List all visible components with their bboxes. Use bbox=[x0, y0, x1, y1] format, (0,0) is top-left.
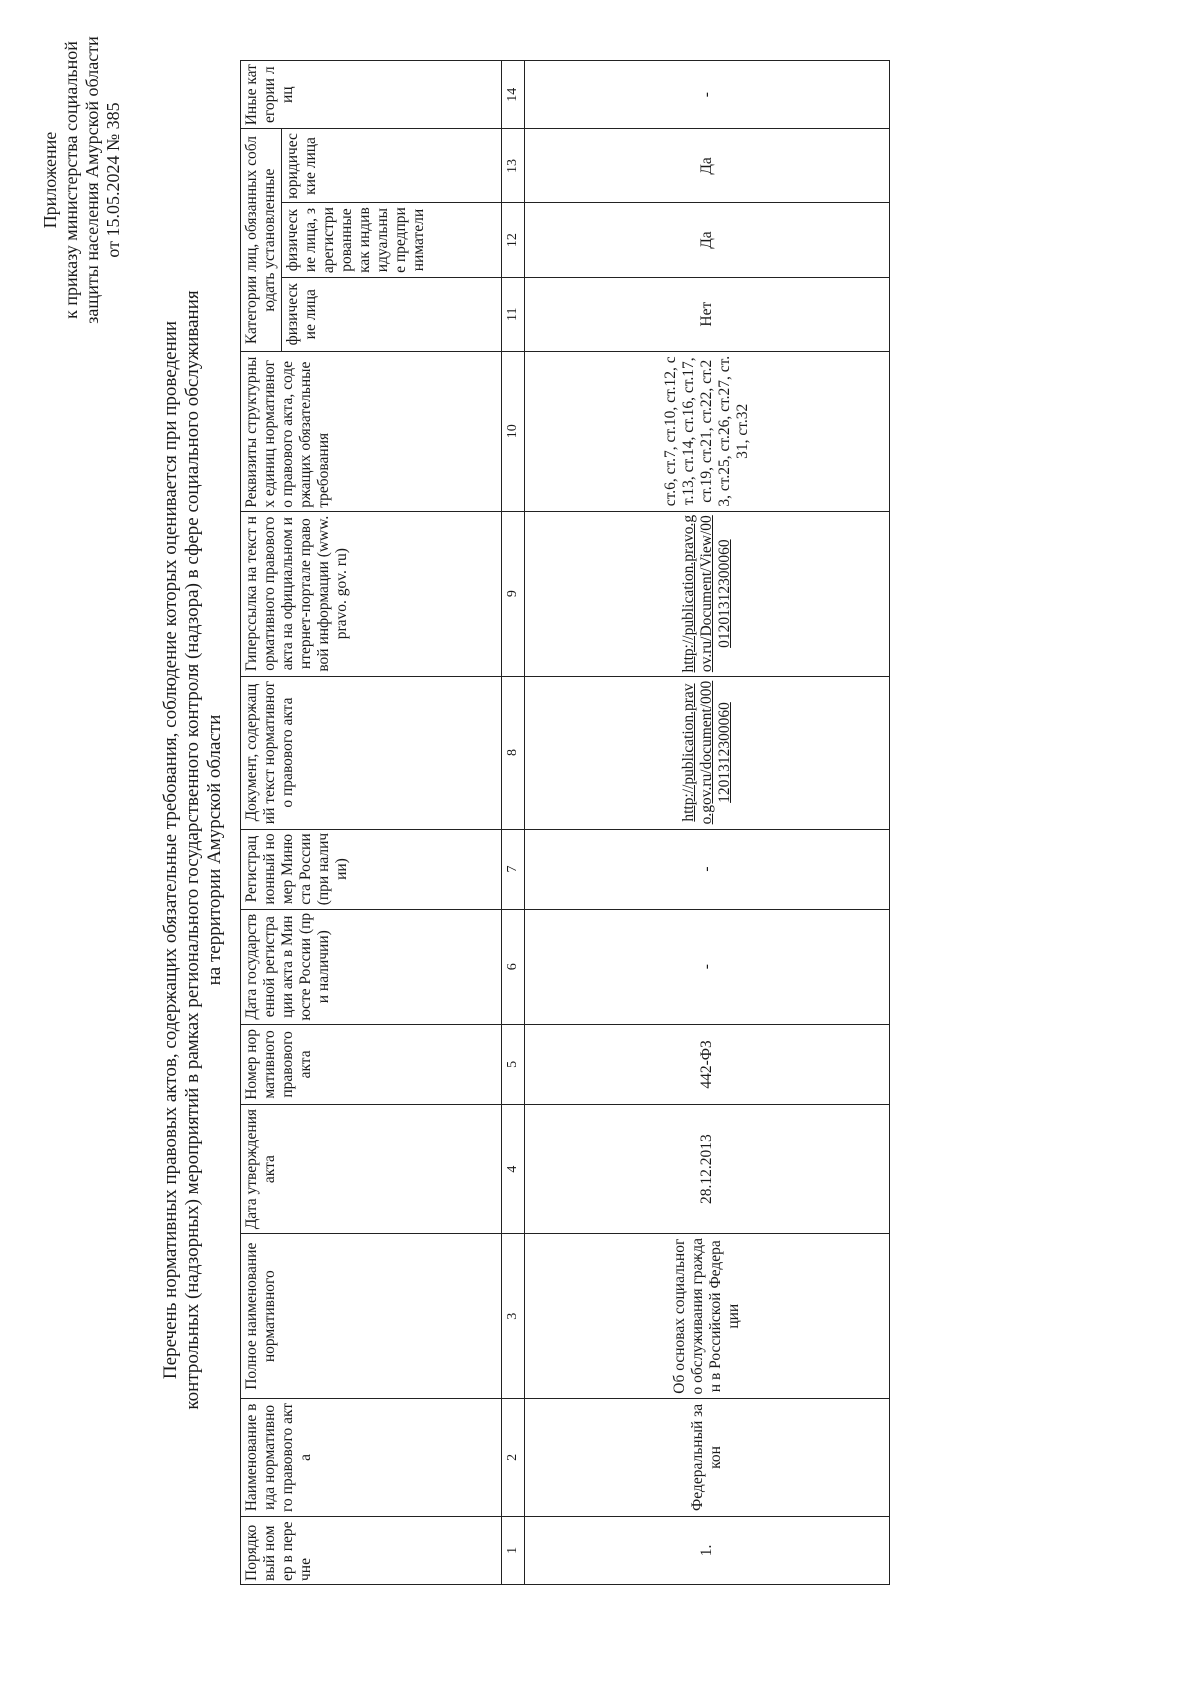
col-num-10: 10 bbox=[502, 351, 525, 511]
header-cell-7: Регистрационный номер Минюста России (при наличии) bbox=[241, 829, 502, 909]
header-cell-5: Номер нормативного правового акта bbox=[241, 1024, 502, 1104]
act-number: 442-ФЗ bbox=[525, 1024, 890, 1104]
header-cell-14: Иные категории лиц bbox=[241, 61, 502, 129]
col-num-6: 6 bbox=[502, 909, 525, 1024]
hyperlink-cell bbox=[525, 511, 890, 676]
structural-units: ст.6, ст.7, ст.10, ст.12, ст.13, ст.14, ст.16, ст.17, ст.19, ст.21, ст.22, ст.23, ст.25, ст.26, ст.27, ст.31, ст.32 bbox=[525, 351, 890, 511]
category-legal: Да bbox=[525, 129, 890, 203]
header-cell-10: Реквизиты структурных единиц нормативного правового акта, содержащих обязательные требования bbox=[241, 351, 502, 511]
col-num-14: 14 bbox=[502, 61, 525, 129]
col-num-7: 7 bbox=[502, 829, 525, 909]
header-cell-8: Документ, содержащий текст нормативного правового акта bbox=[241, 676, 502, 829]
header-row bbox=[241, 61, 282, 1585]
title-line-3: на территории Амурской области bbox=[204, 714, 225, 986]
column-number-row bbox=[502, 61, 525, 1585]
document-link[interactable]: http://publication.pravo.gov.ru/document/0001201312300060 bbox=[680, 680, 733, 825]
col-num-8: 8 bbox=[502, 676, 525, 829]
document-link-cell bbox=[525, 676, 890, 829]
appendix-date-number: от 15.05.2024 № 385 bbox=[103, 102, 123, 258]
header-cell-6: Дата государственной регистрации акта в Минюсте России (при наличии) bbox=[241, 909, 502, 1024]
header-cell-3: Полное наименование нормативного bbox=[241, 1234, 502, 1399]
appendix-block bbox=[40, 20, 124, 340]
header-cell-4: Дата утверждения акта bbox=[241, 1104, 502, 1233]
col-num-1: 1 bbox=[502, 1516, 525, 1584]
registration-number: - bbox=[525, 829, 890, 909]
act-full-name: Об основах социального обслуживания граждан в Российской Федерации bbox=[525, 1234, 890, 1399]
category-physical: Нет bbox=[525, 277, 890, 351]
title-line-1: Перечень нормативных правовых актов, содержащих обязательные требования, соблюдение которых оценивается при проведении bbox=[160, 320, 181, 1380]
col-num-5: 5 bbox=[502, 1024, 525, 1104]
category-ip: Да bbox=[525, 203, 890, 277]
registration-date: - bbox=[525, 909, 890, 1024]
pravo-hyperlink[interactable]: http://publication.pravo.gov.ru/Document/View/0001201312300060 bbox=[680, 514, 733, 673]
acts-table bbox=[240, 60, 890, 1585]
col-num-12: 12 bbox=[502, 203, 525, 277]
appendix-ministry: защиты населения Амурской области bbox=[82, 36, 102, 324]
header-cell-1: Порядковый номер в перечне bbox=[241, 1516, 502, 1584]
col-num-2: 2 bbox=[502, 1399, 525, 1517]
header-cell-2: Наименование вида нормативного правового акта bbox=[241, 1399, 502, 1517]
appendix-order-ref: к приказу министерства социальной bbox=[61, 41, 81, 319]
table-row bbox=[525, 61, 890, 1585]
col-num-13: 13 bbox=[502, 129, 525, 203]
col-num-4: 4 bbox=[502, 1104, 525, 1233]
header-cell-11: физические лица bbox=[282, 277, 502, 351]
row-number: 1. bbox=[525, 1516, 890, 1584]
title-line-2: контрольных (надзорных) мероприятий в рамках регионального государственного контроля (надзора) в сфере социального обслуживания bbox=[182, 290, 203, 1410]
category-other: - bbox=[525, 61, 890, 129]
col-num-3: 3 bbox=[502, 1234, 525, 1399]
document-title bbox=[160, 150, 226, 1550]
col-num-9: 9 bbox=[502, 511, 525, 676]
act-date: 28.12.2013 bbox=[525, 1104, 890, 1233]
header-cell-9: Гиперссылка на текст нормативного правового акта на официальном интернет-портале правовой информации (www. pravo. gov. ru) bbox=[241, 511, 502, 676]
header-cell-13: юридические лица bbox=[282, 129, 502, 203]
appendix-label: Приложение bbox=[40, 131, 60, 229]
col-num-11: 11 bbox=[502, 277, 525, 351]
header-cell-12: физические лица, зарегистрированные как индивидуальные предприниматели bbox=[282, 203, 502, 277]
header-group-categories: Категории лиц, обязанных соблюдать установленные bbox=[241, 129, 282, 351]
act-kind: Федеральный закон bbox=[525, 1399, 890, 1517]
